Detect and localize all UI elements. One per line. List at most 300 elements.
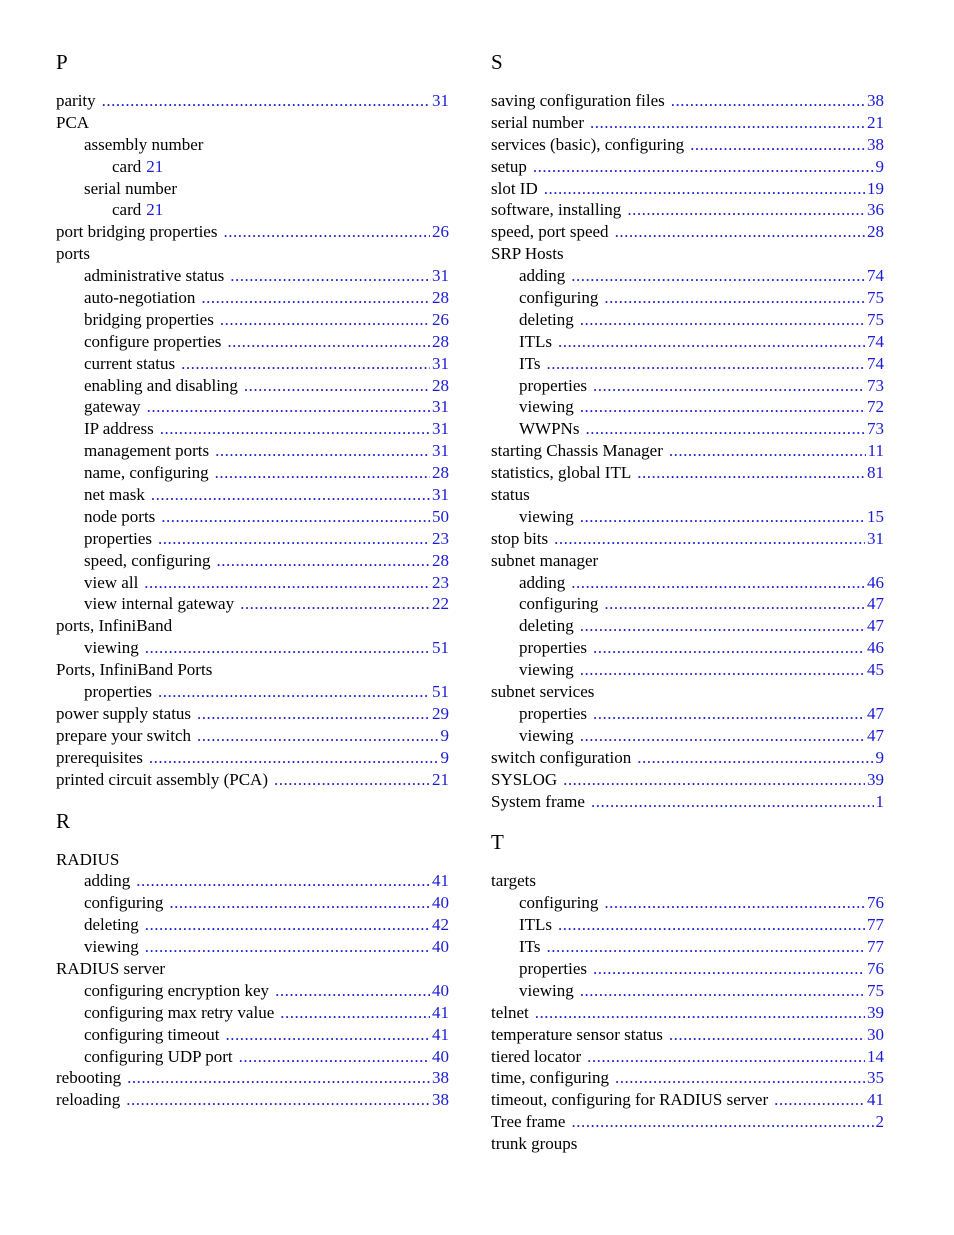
- index-entry: [491, 484, 884, 506]
- entry-label: ITs: [519, 937, 541, 957]
- index-entry: [56, 849, 449, 871]
- page-number-link[interactable]: 21: [432, 769, 449, 789]
- index-subentry: [56, 353, 449, 375]
- index-entry: [56, 725, 449, 747]
- dot-leader: [533, 156, 874, 178]
- page-number-link[interactable]: 47: [867, 594, 884, 614]
- index-subentry: [491, 572, 884, 594]
- index-subentry: [56, 528, 449, 550]
- dot-leader: [274, 769, 430, 791]
- entry-label: viewing: [519, 397, 574, 417]
- index-entry: [56, 1089, 449, 1111]
- index-subentry: [56, 892, 449, 914]
- page-number-link[interactable]: 1: [875, 791, 884, 811]
- index-subentry: [491, 418, 884, 440]
- page-number-link[interactable]: 47: [867, 616, 884, 636]
- page-number-link[interactable]: 46: [867, 572, 884, 592]
- dot-leader: [554, 528, 865, 550]
- page-number-link[interactable]: 30: [867, 1024, 884, 1044]
- dot-leader: [535, 1002, 865, 1024]
- dot-leader: [136, 870, 430, 892]
- page-number-link[interactable]: 28: [432, 375, 449, 395]
- dot-leader: [604, 593, 865, 615]
- entry-label: tiered locator: [491, 1046, 582, 1066]
- entry-label: management ports: [84, 441, 210, 461]
- page-number-link[interactable]: 81: [867, 463, 884, 483]
- dot-leader: [637, 747, 873, 769]
- index-subentry: [56, 396, 449, 418]
- index-entry: [491, 199, 884, 221]
- entry-label: properties: [84, 528, 152, 548]
- page-number-link[interactable]: 28: [432, 463, 449, 483]
- index-subentry: [56, 178, 449, 200]
- entry-label: prepare your switch: [56, 725, 192, 745]
- index-subentry: [56, 593, 449, 615]
- page-number-link[interactable]: 40: [432, 893, 449, 913]
- entry-label: properties: [84, 682, 152, 702]
- index-subentry: [56, 914, 449, 936]
- entry-label: bridging properties: [84, 309, 214, 329]
- page-number-link[interactable]: 76: [867, 958, 884, 978]
- entry-label: ports, InfiniBand: [56, 616, 173, 636]
- entry-label: deleting: [84, 915, 139, 935]
- page-number-link[interactable]: 35: [867, 1068, 884, 1088]
- page-number-link[interactable]: 15: [867, 506, 884, 526]
- dot-leader: [144, 572, 430, 594]
- page-number-link[interactable]: 41: [432, 1024, 449, 1044]
- page-number-link[interactable]: 2: [875, 1112, 884, 1132]
- dot-leader: [580, 309, 865, 331]
- entry-label: starting Chassis Manager: [491, 441, 663, 461]
- index-subentry: [56, 156, 449, 178]
- entry-label: timeout, configuring for RADIUS server: [491, 1090, 769, 1110]
- index-subentry: [56, 870, 449, 892]
- dot-leader: [126, 1089, 430, 1111]
- page-number-link[interactable]: 75: [867, 309, 884, 329]
- entry-label: printed circuit assembly (PCA): [56, 769, 268, 789]
- entry-label: configuring: [84, 893, 164, 913]
- page-number-link[interactable]: 31: [432, 266, 449, 286]
- dot-leader: [580, 980, 865, 1002]
- entry-label: adding: [519, 266, 566, 286]
- dot-leader: [275, 980, 430, 1002]
- entry-label: enabling and disabling: [84, 375, 238, 395]
- entry-label: parity: [56, 91, 96, 110]
- dot-leader: [544, 178, 865, 200]
- entry-label: time, configuring: [491, 1068, 610, 1088]
- entry-label: WWPNs: [519, 419, 580, 439]
- entry-label: trunk groups: [491, 1134, 578, 1154]
- page-number-link[interactable]: 38: [867, 91, 884, 110]
- page-number-link[interactable]: 74: [867, 266, 884, 286]
- page-number-link[interactable]: 31: [432, 419, 449, 439]
- page-number-link[interactable]: 31: [432, 485, 449, 505]
- index-entry: [491, 870, 884, 892]
- page-number-link[interactable]: 40: [432, 937, 449, 957]
- dot-leader: [774, 1089, 865, 1111]
- dot-leader: [220, 309, 430, 331]
- entry-label: card: [112, 200, 142, 220]
- page-number-link[interactable]: 21: [146, 156, 164, 176]
- index-subentry: [56, 287, 449, 309]
- dot-leader: [591, 791, 874, 813]
- page-number-link[interactable]: 9: [875, 747, 884, 767]
- entry-label: stop bits: [491, 528, 549, 548]
- entry-label: port bridging properties: [56, 222, 218, 242]
- page-number-link[interactable]: 40: [432, 980, 449, 1000]
- page-number-link[interactable]: 38: [432, 1090, 449, 1110]
- entry-label: configuring: [519, 288, 599, 308]
- entry-label: speed, configuring: [84, 550, 211, 570]
- dot-leader: [571, 572, 865, 594]
- entry-label: ITs: [519, 353, 541, 373]
- entry-label: gateway: [84, 397, 141, 417]
- dot-leader: [580, 615, 865, 637]
- index-subentry: [491, 958, 884, 980]
- index-subentry: [491, 659, 884, 681]
- dot-leader: [563, 769, 865, 791]
- index-entry: [56, 659, 449, 681]
- index-entry: [491, 1067, 884, 1089]
- page-number-link[interactable]: 45: [867, 660, 884, 680]
- dot-leader: [197, 725, 438, 747]
- section-letter: R: [56, 808, 71, 833]
- entry-label: prerequisites: [56, 747, 143, 767]
- page-number-link[interactable]: 41: [432, 871, 449, 891]
- index-entry: [491, 1089, 884, 1111]
- dot-leader: [637, 462, 865, 484]
- page-number-link[interactable]: 9: [440, 725, 449, 745]
- index-entry: [491, 178, 884, 200]
- entry-label: subnet services: [491, 682, 595, 702]
- index-entry: [56, 769, 449, 791]
- index-entry: [56, 90, 449, 112]
- index-subentry: [56, 572, 449, 594]
- index-subentry: [491, 892, 884, 914]
- entry-label: subnet manager: [491, 550, 599, 570]
- page-number-link[interactable]: 77: [867, 937, 884, 957]
- page-number-link[interactable]: 29: [432, 703, 449, 723]
- dot-leader: [223, 221, 430, 243]
- page-number-link[interactable]: 41: [867, 1090, 884, 1110]
- index-subentry: [491, 703, 884, 725]
- dot-leader: [240, 593, 430, 615]
- index-subentry: [491, 506, 884, 528]
- entry-label: card: [112, 156, 142, 176]
- entry-label: configuring timeout: [84, 1024, 220, 1044]
- entry-label: power supply status: [56, 703, 192, 723]
- page-number-link[interactable]: 28: [432, 550, 449, 570]
- index-subentry: [56, 550, 449, 572]
- entry-label: deleting: [519, 616, 574, 636]
- dot-leader: [571, 265, 865, 287]
- index-subentry: [491, 980, 884, 1002]
- entry-label: adding: [84, 871, 131, 891]
- dot-leader: [217, 550, 430, 572]
- page-number-link[interactable]: 51: [432, 682, 449, 702]
- index-subentry: [491, 331, 884, 353]
- page-number-link[interactable]: 26: [432, 309, 449, 329]
- page-number-link[interactable]: 47: [867, 725, 884, 745]
- entry-label: statistics, global ITL: [491, 463, 632, 483]
- entry-label: deleting: [519, 309, 574, 329]
- dot-leader: [239, 1046, 430, 1068]
- entry-label: properties: [519, 703, 587, 723]
- index-subentry: [491, 936, 884, 958]
- dot-leader: [151, 484, 430, 506]
- index-entry: [491, 134, 884, 156]
- entry-label: name, configuring: [84, 463, 209, 483]
- dot-leader: [158, 681, 430, 703]
- dot-leader: [226, 1024, 430, 1046]
- entry-label: viewing: [84, 638, 139, 658]
- dot-leader: [145, 936, 430, 958]
- dot-leader: [558, 331, 865, 353]
- dot-leader: [227, 331, 430, 353]
- dot-leader: [604, 892, 865, 914]
- index-subentry: [56, 484, 449, 506]
- dot-leader: [158, 528, 430, 550]
- page-number-link[interactable]: 77: [867, 915, 884, 935]
- entry-label: configuring UDP port: [84, 1046, 233, 1066]
- index-entry: [491, 1111, 884, 1133]
- dot-leader: [147, 396, 430, 418]
- dot-leader: [230, 265, 430, 287]
- page-number-link[interactable]: 21: [867, 112, 884, 132]
- dot-leader: [145, 914, 430, 936]
- entry-label: configure properties: [84, 331, 222, 351]
- entry-label: SYSLOG: [491, 769, 558, 789]
- index-entry: [56, 1067, 449, 1089]
- entry-label: properties: [519, 375, 587, 395]
- index-entry: [56, 112, 449, 134]
- dot-leader: [149, 747, 439, 769]
- dot-leader: [671, 90, 865, 112]
- index-entry: [491, 791, 884, 813]
- page-number-link[interactable]: 31: [432, 397, 449, 417]
- page-number-link[interactable]: 73: [867, 375, 884, 395]
- index-subentry: [56, 418, 449, 440]
- page-number-link[interactable]: 38: [867, 134, 884, 154]
- page-number-link[interactable]: 28: [867, 222, 884, 242]
- index-subentry: [56, 331, 449, 353]
- page-number-link[interactable]: 9: [440, 747, 449, 767]
- entry-label: status: [491, 485, 530, 505]
- dot-leader: [580, 725, 865, 747]
- dot-leader: [215, 440, 430, 462]
- entry-label: PCA: [56, 112, 90, 132]
- index-subentry: [491, 914, 884, 936]
- index-entry: [491, 1024, 884, 1046]
- dot-leader: [546, 353, 865, 375]
- index-entry: [56, 615, 449, 637]
- page-number-link[interactable]: 46: [867, 638, 884, 658]
- page-number-link[interactable]: 75: [867, 980, 884, 1000]
- page-number-link[interactable]: 75: [867, 288, 884, 308]
- entry-label: IP address: [84, 419, 154, 439]
- index-subentry: [491, 593, 884, 615]
- index-subentry: [56, 1046, 449, 1068]
- entry-label: telnet: [491, 1002, 529, 1022]
- page-number-link[interactable]: 39: [867, 1002, 884, 1022]
- page-number-link[interactable]: 31: [432, 353, 449, 373]
- dot-leader: [201, 287, 430, 309]
- entry-label: SRP Hosts: [491, 244, 564, 264]
- entry-label: software, installing: [491, 200, 622, 220]
- page-number-link[interactable]: 22: [432, 594, 449, 614]
- index-entry: [56, 221, 449, 243]
- index-subentry: [56, 309, 449, 331]
- index-entry: [491, 112, 884, 134]
- index-subentry: [56, 199, 449, 221]
- index-subentry: [56, 440, 449, 462]
- dot-leader: [546, 936, 865, 958]
- index-subentry: [491, 265, 884, 287]
- page-number-link[interactable]: 74: [867, 353, 884, 373]
- dot-leader: [571, 1111, 873, 1133]
- entry-label: slot ID: [491, 178, 538, 198]
- dot-leader: [585, 418, 865, 440]
- index-subentry: [491, 353, 884, 375]
- entry-label: serial number: [84, 178, 177, 198]
- index-column-left: [56, 48, 449, 1111]
- page-number-link[interactable]: 73: [867, 419, 884, 439]
- dot-leader: [580, 659, 865, 681]
- page-number-link[interactable]: 51: [432, 638, 449, 658]
- section-letter: S: [491, 50, 503, 74]
- dot-leader: [590, 112, 865, 134]
- page-number-link[interactable]: 36: [867, 200, 884, 220]
- page-number-link[interactable]: 23: [432, 528, 449, 548]
- index-entry: [491, 769, 884, 791]
- entry-label: net mask: [84, 485, 145, 505]
- entry-label: viewing: [519, 725, 574, 745]
- page-number-link[interactable]: 28: [432, 288, 449, 308]
- index-subentry: [56, 462, 449, 484]
- entry-label: reloading: [56, 1090, 121, 1110]
- page-number-link[interactable]: 31: [867, 528, 884, 548]
- index-entry: [491, 1133, 884, 1155]
- entry-label: view all: [84, 572, 139, 592]
- dot-leader: [690, 134, 865, 156]
- dot-leader: [280, 1002, 430, 1024]
- entry-label: switch configuration: [491, 747, 632, 767]
- dot-leader: [580, 396, 865, 418]
- dot-leader: [604, 287, 865, 309]
- entry-label: setup: [491, 156, 527, 176]
- index-subentry: [56, 1024, 449, 1046]
- index-entry: [491, 550, 884, 572]
- page-number-link[interactable]: 28: [432, 331, 449, 351]
- entry-label: administrative status: [84, 266, 225, 286]
- entry-label: view internal gateway: [84, 594, 235, 614]
- page-number-link[interactable]: 21: [146, 200, 164, 220]
- entry-label: configuring: [519, 893, 599, 913]
- page-number-link[interactable]: 41: [432, 1002, 449, 1022]
- index-subentry: [491, 375, 884, 397]
- index-entry: [491, 440, 884, 462]
- page-number-link[interactable]: 31: [432, 441, 449, 461]
- dot-leader: [197, 703, 430, 725]
- page-number-link[interactable]: 47: [867, 703, 884, 723]
- entry-label: RADIUS: [56, 849, 120, 869]
- entry-label: Ports, InfiniBand Ports: [56, 660, 213, 680]
- dot-leader: [593, 703, 865, 725]
- page-number-link[interactable]: 23: [432, 572, 449, 592]
- index-subentry: [56, 980, 449, 1002]
- dot-leader: [615, 221, 865, 243]
- dot-leader: [593, 375, 865, 397]
- entry-label: serial number: [491, 112, 584, 132]
- dot-leader: [102, 90, 430, 112]
- index-entry: [56, 958, 449, 980]
- index-subentry: [491, 309, 884, 331]
- index-entry: [56, 747, 449, 769]
- section-letter: T: [491, 830, 504, 855]
- index-subentry: [56, 637, 449, 659]
- entry-label: ports: [56, 244, 90, 264]
- index-column-right: [491, 48, 884, 1155]
- entry-label: viewing: [84, 937, 139, 957]
- entry-label: saving configuration files: [491, 91, 665, 110]
- page-number-link[interactable]: 19: [867, 178, 884, 198]
- dot-leader: [627, 199, 865, 221]
- dot-leader: [215, 462, 430, 484]
- index-entry: [491, 747, 884, 769]
- page-number-link[interactable]: 39: [867, 769, 884, 789]
- index-entry: [491, 462, 884, 484]
- entry-label: services (basic), configuring: [491, 134, 685, 154]
- index-entry: [491, 681, 884, 703]
- entry-label: properties: [519, 958, 587, 978]
- entry-label: targets: [491, 871, 537, 891]
- entry-label: properties: [519, 638, 587, 658]
- index-subentry: [491, 725, 884, 747]
- page-number-link[interactable]: 76: [867, 893, 884, 913]
- page-number-link[interactable]: 72: [867, 397, 884, 417]
- dot-leader: [593, 637, 865, 659]
- page-number-link[interactable]: 38: [432, 1068, 449, 1088]
- index-entry: [491, 243, 884, 265]
- page-number-link[interactable]: 26: [432, 222, 449, 242]
- entry-label: current status: [84, 353, 176, 373]
- dot-leader: [580, 506, 865, 528]
- page-number-link[interactable]: 50: [432, 506, 449, 526]
- entry-label: Tree frame: [491, 1112, 566, 1132]
- dot-leader: [615, 1067, 865, 1089]
- dot-leader: [593, 958, 865, 980]
- entry-label: adding: [519, 572, 566, 592]
- page-number-link[interactable]: 11: [867, 441, 884, 461]
- index-subentry: [56, 1002, 449, 1024]
- index-entry: [491, 1046, 884, 1068]
- index-subentry: [56, 265, 449, 287]
- entry-label: viewing: [519, 980, 574, 1000]
- page-number-link[interactable]: 9: [875, 156, 884, 176]
- index-subentry: [491, 615, 884, 637]
- entry-label: assembly number: [84, 134, 204, 154]
- index-entry: [491, 156, 884, 178]
- entry-label: temperature sensor status: [491, 1024, 663, 1044]
- dot-leader: [558, 914, 865, 936]
- page-number-link[interactable]: 14: [867, 1046, 884, 1066]
- page-number-link[interactable]: 42: [432, 915, 449, 935]
- page-number-link[interactable]: 31: [432, 91, 449, 110]
- entry-label: viewing: [519, 506, 574, 526]
- page-number-link[interactable]: 74: [867, 331, 884, 351]
- page-number-link[interactable]: 40: [432, 1046, 449, 1066]
- entry-label: node ports: [84, 506, 156, 526]
